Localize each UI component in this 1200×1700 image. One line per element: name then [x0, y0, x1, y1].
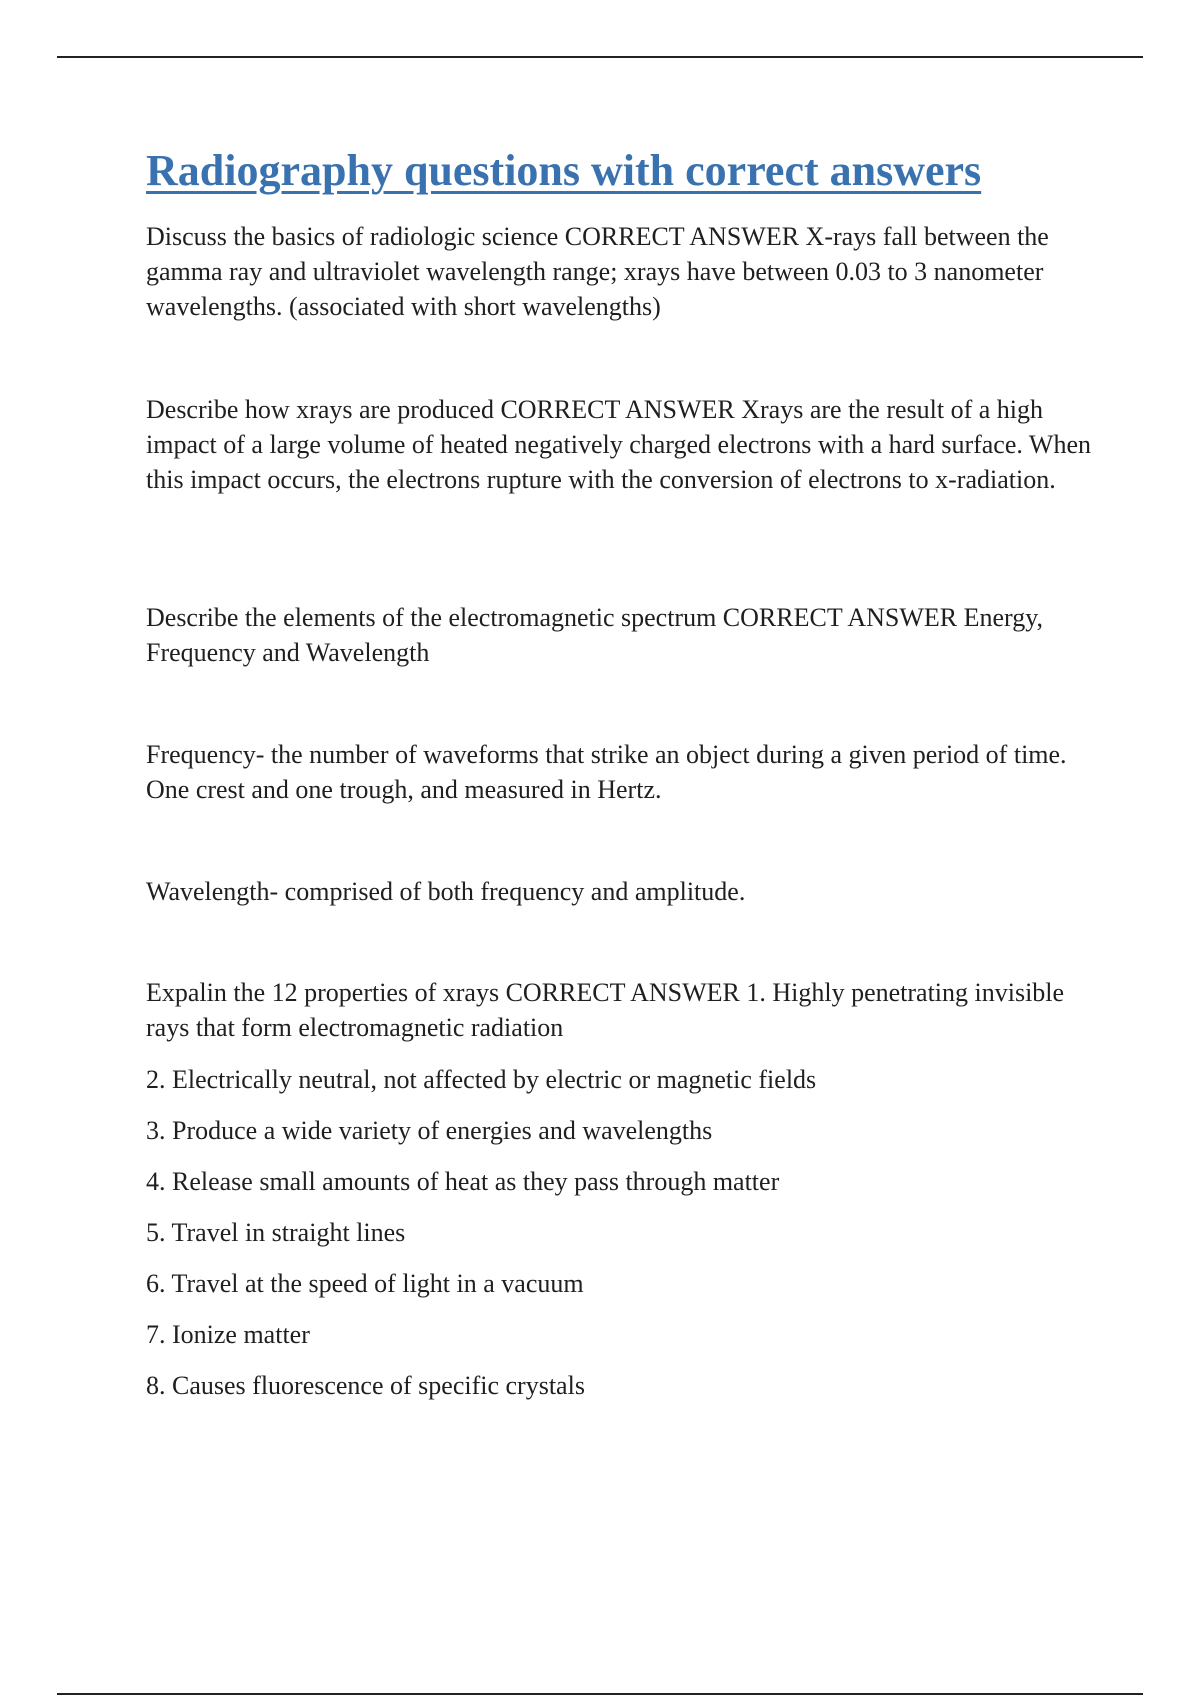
paragraph-frequency: Frequency- the number of waveforms that strike an object during a given period of time. One crest and one trough, and measured in Hertz. — [146, 740, 1067, 804]
top-divider — [57, 56, 1143, 58]
paragraph-wavelength: Wavelength- comprised of both frequency and amplitude. — [146, 877, 746, 906]
paragraph-xray-properties: Expalin the 12 properties of xrays CORRECT ANSWER 1. Highly penetrating invisible rays that form electromagnetic radiation — [146, 978, 1065, 1042]
paragraph-radiologic-basics: Discuss the basics of radiologic science CORRECT ANSWER X-rays fall between the gamma ray and ultraviolet wavelength range; xrays have between 0.03 to 3 nanometer wavelengths. (associated with short wavelengths) — [146, 222, 1049, 321]
list-item: 4. Release small amounts of heat as they pass through matter — [146, 1167, 780, 1196]
properties-list — [146, 1062, 816, 1419]
paragraph-xray-production: Describe how xrays are produced CORRECT ANSWER Xrays are the result of a high impact of a large volume of heated negatively charged electrons with a hard surface. When this impact occurs, the electrons rupture with the conversion of electrons to x-radiation. — [146, 395, 1092, 494]
bottom-divider — [57, 1693, 1143, 1695]
list-item: 6. Travel at the speed of light in a vacuum — [146, 1269, 584, 1298]
list-item: 2. Electrically neutral, not affected by electric or magnetic fields — [146, 1065, 817, 1094]
list-item: 8. Causes fluorescence of specific crystals — [146, 1371, 585, 1400]
list-item: 3. Produce a wide variety of energies and wavelengths — [146, 1116, 713, 1145]
paragraph-em-spectrum: Describe the elements of the electromagnetic spectrum CORRECT ANSWER Energy, Frequency and Wavelength — [146, 603, 1044, 667]
list-item: 5. Travel in straight lines — [146, 1218, 406, 1247]
document-title: Radiography questions with correct answers — [146, 146, 982, 195]
list-item: 7. Ionize matter — [146, 1320, 310, 1349]
